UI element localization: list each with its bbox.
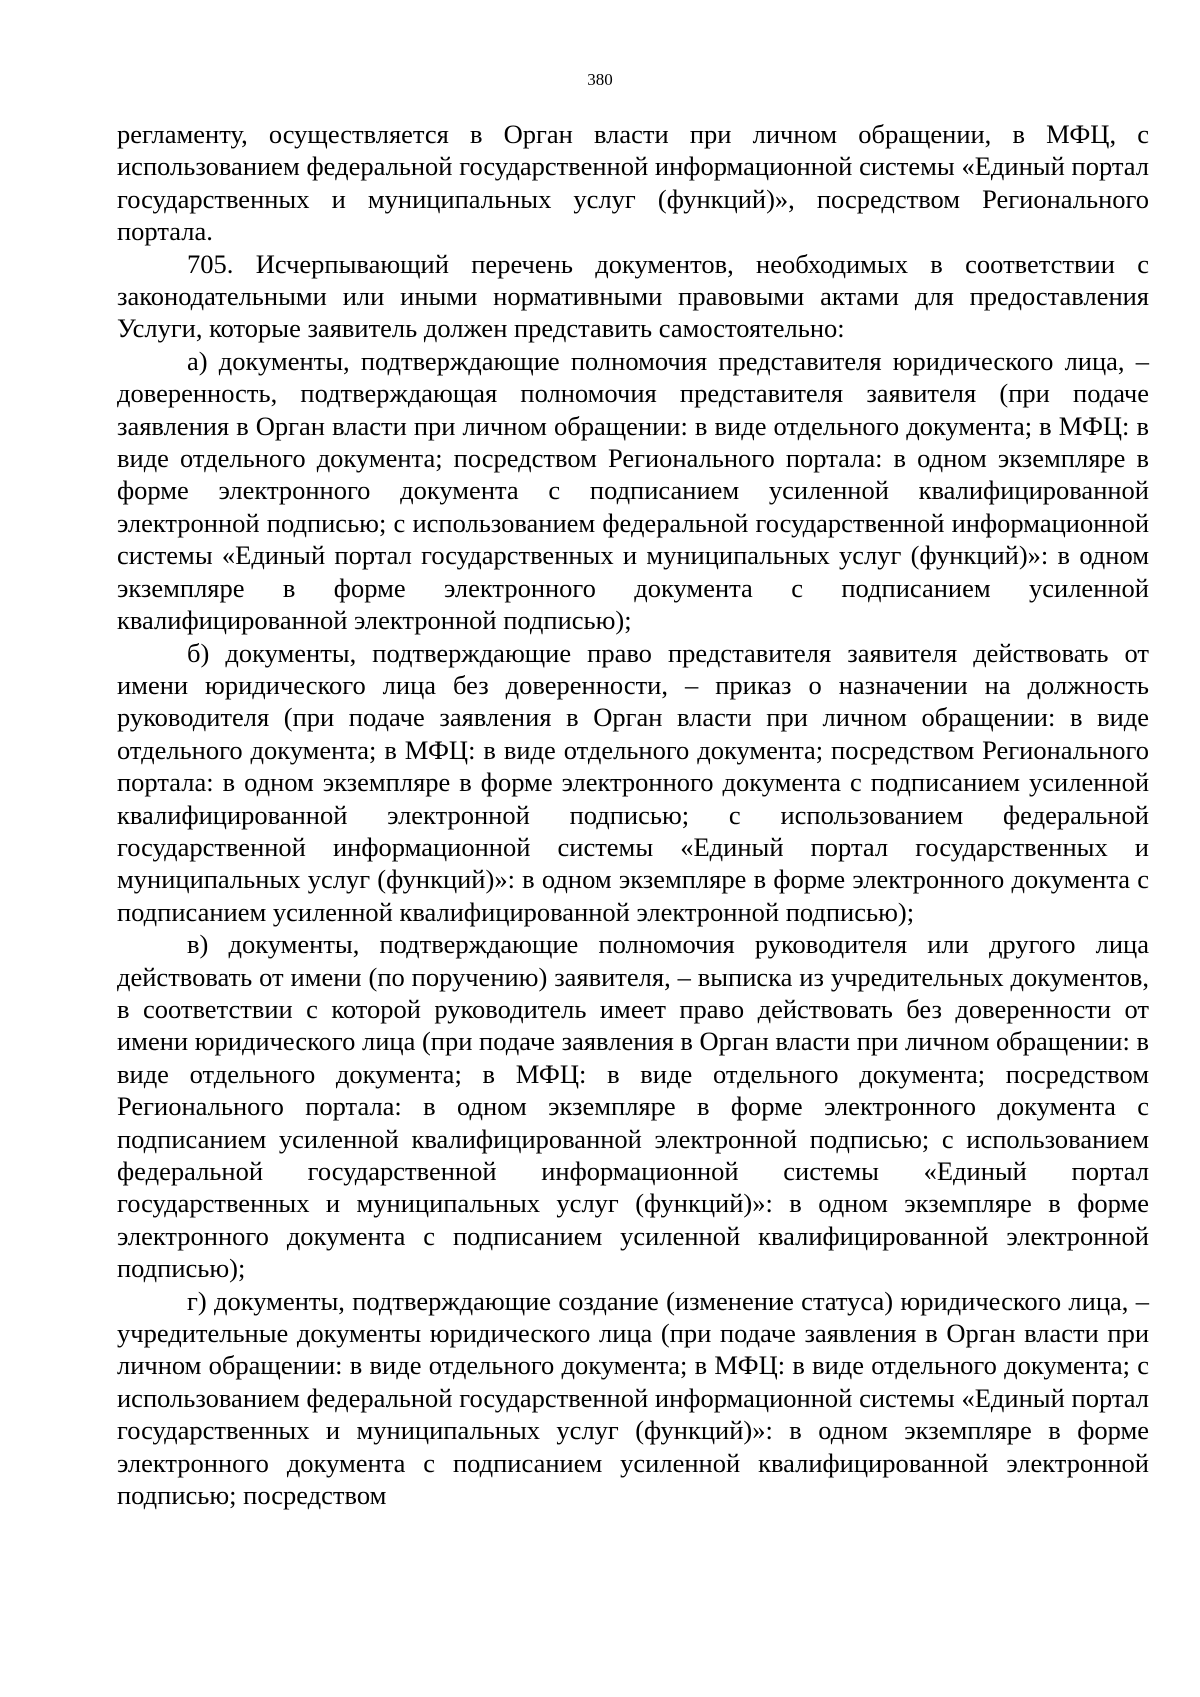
paragraph-continuation: регламенту, осуществляется в Орган власти при личном обращении, в МФЦ, с использованием федеральной государственной информационной системы «Единый портал государственных и муниципальных услуг (функций)», посредством Регионального портала. bbox=[117, 119, 1149, 247]
paragraph-item-v: в) документы, подтверждающие полномочия руководителя или другого лица действовать от имени (по поручению) заявителя, – выписка из учредительных документов, в соответствии с которой руководитель имеет право действовать без доверенности от имени юридического лица (при подаче заявления в Орган власти при личном обращении: в виде отдельного документа; в МФЦ: в виде отдельного документа; посредством Регионального портала: в одном экземпляре в форме электронного документа с подписанием усиленной квалифицированной электронной подписью; с использованием федеральной государственной информационной системы «Единый портал государственных и муниципальных услуг (функций)»: в одном экземпляре в форме электронного документа с подписанием усиленной квалифицированной электронной подписью); bbox=[117, 929, 1149, 1284]
document-body bbox=[117, 118, 1149, 1511]
paragraph-item-a: а) документы, подтверждающие полномочия представителя юридического лица, – доверенность, подтверждающая полномочия представителя заявителя (при подаче заявления в Орган власти при личном обращении: в виде отдельного документа; в МФЦ: в виде отдельного документа; посредством Регионального портала: в одном экземпляре в форме электронного документа с подписанием усиленной квалифицированной электронной подписью; с использованием федеральной государственной информационной системы «Единый портал государственных и муниципальных услуг (функций)»: в одном экземпляре в форме электронного документа с подписанием усиленной квалифицированной электронной подписью); bbox=[117, 345, 1149, 636]
paragraph-705: 705. Исчерпывающий перечень документов, необходимых в соответствии с законодательными или иными нормативными правовыми актами для предоставления Услуги, которые заявитель должен представить самостоятельно: bbox=[117, 248, 1149, 344]
page-number: 380 bbox=[587, 70, 613, 89]
paragraph-item-g: г) документы, подтверждающие создание (изменение статуса) юридического лица, – учредительные документы юридического лица (при подаче заявления в Орган власти при личном обращении: в виде отдельного документа; в МФЦ: в виде отдельного документа; с использованием федеральной государственной информационной системы «Единый портал государственных и муниципальных услуг (функций)»: в одном экземпляре в форме электронного документа с подписанием усиленной квалифицированной электронной подписью; посредством bbox=[117, 1285, 1149, 1511]
paragraph-item-b: б) документы, подтверждающие право представителя заявителя действовать от имени юридического лица без доверенности, – приказ о назначении на должность руководителя (при подаче заявления в Орган власти при личном обращении: в виде отдельного документа; в МФЦ: в виде отдельного документа; посредством Регионального портала: в одном экземпляре в форме электронного документа с подписанием усиленной квалифицированной электронной подписью; с использованием федеральной государственной информационной системы «Единый портал государственных и муниципальных услуг (функций)»: в одном экземпляре в форме электронного документа с подписанием усиленной квалифицированной электронной подписью); bbox=[117, 637, 1149, 927]
